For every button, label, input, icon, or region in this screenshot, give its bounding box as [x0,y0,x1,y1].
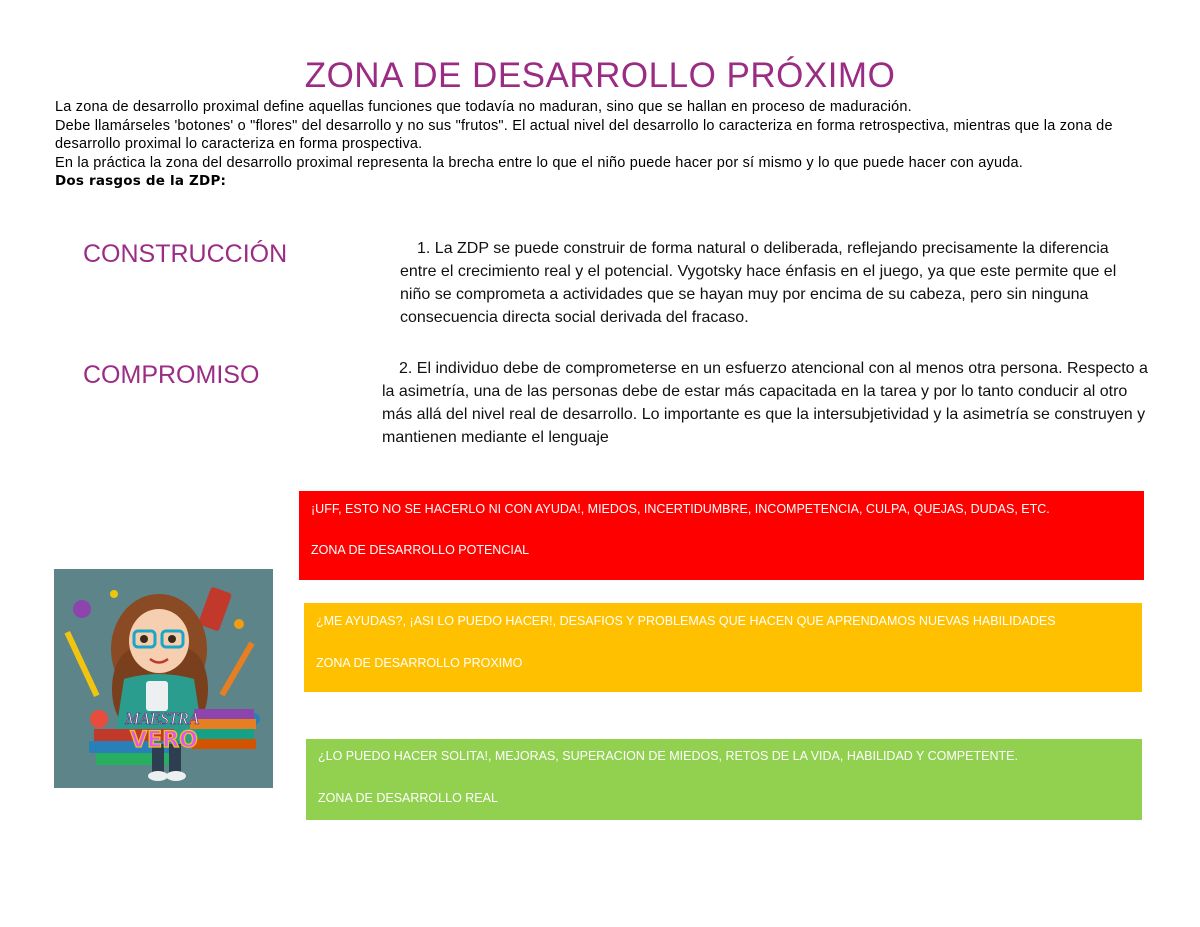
intro-line-3: En la práctica la zona del desarrollo proximal representa la brecha entre lo que el niño puede hacer por sí mismo y lo que puede hacer con ayuda. [55,154,1024,171]
maestra-vero-illustration [54,569,273,788]
heading-construccion: CONSTRUCCIÓN [83,240,288,268]
band-real-zone: ZONA DE DESARROLLO REAL [318,791,498,805]
band-zona-proximo [304,603,1142,692]
logo-maestra-text: MAESTRA [125,709,199,728]
heading-compromiso: COMPROMISO [83,361,260,389]
band-zona-real [306,739,1142,820]
paragraph-compromiso: 2. El individuo debe de comprometerse en un esfuerzo atencional con al menos otra persona. Respecto a la asimetría, una de las personas debe de estar más capacitada en la tarea y por lo tanto conducir al otro más allá del nivel real de desarrollo. Lo importante es que la intersubjetividad y la asimetría se construyen y mantienen mediante el lenguaje [382,360,1148,446]
band-potencial-zone: ZONA DE DESARROLLO POTENCIAL [311,543,530,557]
band-real-text: ¿LO PUEDO HACER SOLITA!, MEJORAS, SUPERACION DE MIEDOS, RETOS DE LA VIDA, HABILIDAD Y COMPETENTE. [318,749,1018,763]
rasgos-label: Dos rasgos de la ZDP: [55,173,227,189]
band-proximo-text: ¿ME AYUDAS?, ¡ASI LO PUEDO HACER!, DESAFIOS Y PROBLEMAS QUE HACEN QUE APRENDAMOS NUEVAS HABILIDADES [316,614,1056,628]
teacher-illustration-icon [54,569,273,788]
band-zona-potencial [299,491,1144,580]
band-potencial-text: ¡UFF, ESTO NO SE HACERLO NI CON AYUDA!, MIEDOS, INCERTIDUMBRE, INCOMPETENCIA, CULPA, QUEJAS, DUDAS, ETC. [311,502,1050,516]
intro-line-1: La zona de desarrollo proximal define aquellas funciones que todavía no maduran, sino que se hallan en proceso de maduración. [55,99,912,115]
intro-line-2: Debe llamárseles 'botones' o "flores" del desarrollo y no sus "frutos". El actual nivel del desarrollo lo caracteriza en forma retrospectiva, mientras que la zona de desarrollo proximal lo caracteriza en forma prospectiva. [55,117,1113,152]
logo-vero-text: VERO [130,728,198,753]
band-proximo-zone: ZONA DE DESARROLLO PROXIMO [316,656,523,670]
intro-text [55,98,1145,191]
paragraph-construccion: 1. La ZDP se puede construir de forma natural o deliberada, reflejando precisamente la diferencia entre el crecimiento real y el potencial. Vygotsky hace énfasis en el juego, ya que este permite que el niño se comprometa a actividades que se hayan muy por encima de su cabeza, pero sin ninguna consecuencia directa social derivada del fracaso. [400,240,1117,326]
page-title: ZONA DE DESARROLLO PRÓXIMO [304,56,896,95]
